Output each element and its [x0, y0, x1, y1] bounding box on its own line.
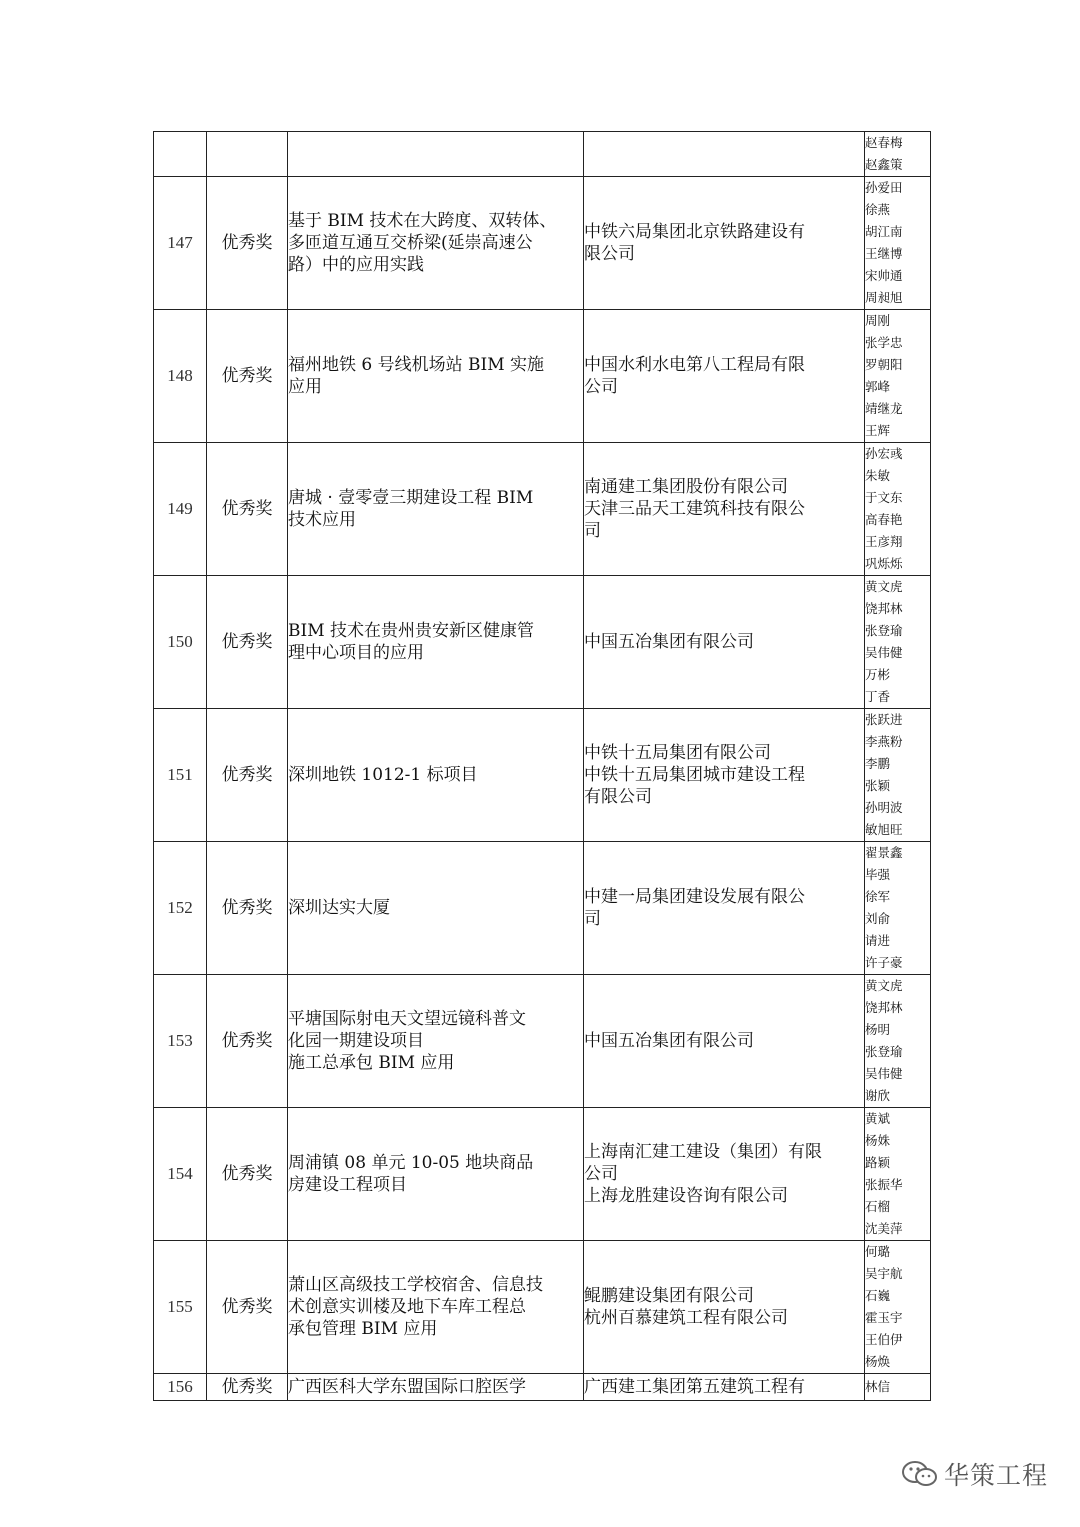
text-line: 公司 — [584, 1164, 618, 1184]
project-title — [288, 132, 584, 177]
text-line: 理中心项目的应用 — [288, 643, 424, 663]
row-number: 152 — [154, 842, 207, 975]
member-name: 罗朝阳 — [865, 357, 903, 372]
row-number: 149 — [154, 443, 207, 576]
text-line: 化园一期建设项目 — [288, 1031, 424, 1051]
table-row — [154, 576, 931, 709]
member-name: 孙明波 — [865, 800, 903, 815]
text-line: 限公司 — [584, 244, 635, 264]
award-level: 优秀奖 — [207, 1241, 288, 1374]
row-number: 147 — [154, 177, 207, 310]
member-name: 宋帅通 — [865, 268, 903, 283]
table-row — [154, 1241, 931, 1374]
text-line: 中国五冶集团有限公司 — [584, 1031, 754, 1051]
row-number: 150 — [154, 576, 207, 709]
members — [865, 132, 931, 177]
text-line: 上海龙胜建设咨询有限公司 — [584, 1186, 788, 1206]
member-name: 周昶旭 — [865, 290, 903, 305]
text-line: 上海南汇建工建设（集团）有限 — [584, 1142, 822, 1162]
row-number — [154, 132, 207, 177]
member-name: 张登瑜 — [865, 1044, 903, 1059]
text-line: 基于 BIM 技术在大跨度、双转体、 — [288, 211, 557, 231]
row-number: 153 — [154, 975, 207, 1108]
member-name: 赵鑫策 — [865, 157, 903, 172]
row-number: 155 — [154, 1241, 207, 1374]
organization — [584, 177, 865, 310]
member-name: 石巍 — [865, 1288, 891, 1303]
member-name: 张颖 — [865, 778, 891, 793]
watermark-text: 华策工程 — [944, 1461, 1049, 1490]
member-name: 霍玉宇 — [865, 1310, 903, 1325]
text-line: 广西建工集团第五建筑工程有 — [584, 1377, 805, 1397]
members — [865, 709, 931, 842]
award-level: 优秀奖 — [207, 310, 288, 443]
member-name: 黄文虎 — [865, 579, 903, 594]
member-name: 毕强 — [865, 867, 891, 882]
text-line: 中建一局集团建设发展有限公 — [584, 887, 805, 907]
row-number: 148 — [154, 310, 207, 443]
member-name: 朱敏 — [865, 468, 891, 483]
table-row — [154, 842, 931, 975]
text-line: 房建设工程项目 — [288, 1175, 407, 1195]
project-title — [288, 1108, 584, 1241]
member-name: 翟景鑫 — [865, 845, 903, 860]
award-level — [207, 132, 288, 177]
project-title — [288, 709, 584, 842]
member-name: 黄斌 — [865, 1111, 891, 1126]
member-name: 张跃进 — [865, 712, 903, 727]
project-title — [288, 1374, 584, 1401]
text-line: 周浦镇 08 单元 10-05 地块商品 — [288, 1153, 534, 1173]
award-level: 优秀奖 — [207, 1374, 288, 1401]
awards-table — [153, 131, 931, 1401]
text-line: 萧山区高级技工学校宿舍、信息技 — [288, 1275, 543, 1295]
organization — [584, 709, 865, 842]
member-name: 靖继龙 — [865, 401, 903, 416]
member-name: 孙宏彧 — [865, 446, 903, 461]
member-name: 饶邦林 — [865, 601, 903, 616]
member-name: 杨姝 — [865, 1133, 891, 1148]
project-title — [288, 177, 584, 310]
member-name: 丁香 — [865, 689, 891, 704]
member-name: 王伯伊 — [865, 1332, 903, 1347]
organization — [584, 1108, 865, 1241]
text-line: 有限公司 — [584, 787, 652, 807]
members — [865, 443, 931, 576]
text-line: 杭州百慕建筑工程有限公司 — [584, 1308, 788, 1328]
award-level: 优秀奖 — [207, 975, 288, 1108]
text-line: 福州地铁 6 号线机场站 BIM 实施 — [288, 355, 545, 375]
member-name: 徐燕 — [865, 202, 891, 217]
text-line: 唐城 · 壹零壹三期建设工程 BIM — [288, 488, 534, 508]
project-title — [288, 1241, 584, 1374]
text-line: 中铁六局集团北京铁路建设有 — [584, 222, 805, 242]
project-title — [288, 975, 584, 1108]
members — [865, 177, 931, 310]
text-line: 司 — [584, 909, 601, 929]
member-name: 胡江南 — [865, 224, 903, 239]
text-line: 多匝道互通互交桥梁(延崇高速公 — [288, 233, 533, 253]
members — [865, 842, 931, 975]
text-line: 天津三品天工建筑科技有限公 — [584, 499, 805, 519]
member-name: 周刚 — [865, 313, 891, 328]
member-name: 王辉 — [865, 423, 891, 438]
text-line: 中铁十五局集团城市建设工程 — [584, 765, 805, 785]
organization — [584, 975, 865, 1108]
member-name: 李燕粉 — [865, 734, 903, 749]
text-line: 路）中的应用实践 — [288, 255, 424, 275]
award-level: 优秀奖 — [207, 1108, 288, 1241]
member-name: 王继博 — [865, 246, 903, 261]
member-name: 杨明 — [865, 1022, 891, 1037]
member-name: 路颖 — [865, 1155, 891, 1170]
organization — [584, 1374, 865, 1401]
member-name: 张振华 — [865, 1177, 903, 1192]
award-level: 优秀奖 — [207, 576, 288, 709]
member-name: 赵春梅 — [865, 135, 903, 150]
member-name: 吴伟健 — [865, 645, 903, 660]
members — [865, 576, 931, 709]
members — [865, 1241, 931, 1374]
text-line: 司 — [584, 521, 601, 541]
member-name: 张登瑜 — [865, 623, 903, 638]
member-name: 王彦翔 — [865, 534, 903, 549]
table-row — [154, 177, 931, 310]
text-line: 中国五冶集团有限公司 — [584, 632, 754, 652]
organization — [584, 576, 865, 709]
member-name: 徐军 — [865, 889, 891, 904]
member-name: 请进 — [865, 933, 891, 948]
text-line: 中国水利水电第八工程局有限 — [584, 355, 805, 375]
organization — [584, 132, 865, 177]
text-line: 鲲鹏建设集团有限公司 — [584, 1286, 754, 1306]
project-title — [288, 310, 584, 443]
organization — [584, 1241, 865, 1374]
awards-table-body — [154, 132, 931, 1401]
organization — [584, 443, 865, 576]
text-line: 技术应用 — [288, 510, 356, 530]
member-name: 许子豪 — [865, 955, 903, 970]
members — [865, 1108, 931, 1241]
member-name: 沈美萍 — [865, 1221, 903, 1236]
member-name: 李鹏 — [865, 756, 891, 771]
members — [865, 1374, 931, 1401]
text-line: 承包管理 BIM 应用 — [288, 1319, 438, 1339]
member-name: 于文东 — [865, 490, 903, 505]
member-name: 林信 — [865, 1379, 891, 1394]
organization — [584, 842, 865, 975]
text-line: 中铁十五局集团有限公司 — [584, 743, 771, 763]
member-name: 饶邦林 — [865, 1000, 903, 1015]
member-name: 谢欣 — [865, 1088, 891, 1103]
table-row — [154, 132, 931, 177]
member-name: 黄文虎 — [865, 978, 903, 993]
table-row — [154, 1374, 931, 1401]
member-name: 杨焕 — [865, 1354, 891, 1369]
text-line: 施工总承包 BIM 应用 — [288, 1053, 455, 1073]
member-name: 巩烁烁 — [865, 556, 903, 571]
member-name: 孙爱田 — [865, 180, 903, 195]
text-line: BIM 技术在贵州贵安新区健康管 — [288, 621, 535, 641]
award-level: 优秀奖 — [207, 709, 288, 842]
members — [865, 310, 931, 443]
row-number: 156 — [154, 1374, 207, 1401]
text-line: 术创意实训楼及地下车库工程总 — [288, 1297, 526, 1317]
member-name: 何璐 — [865, 1244, 891, 1259]
member-name: 敏旭旺 — [865, 822, 903, 837]
award-level: 优秀奖 — [207, 842, 288, 975]
text-line: 深圳地铁 1012-1 标项目 — [288, 765, 478, 785]
project-title — [288, 443, 584, 576]
row-number: 154 — [154, 1108, 207, 1241]
member-name: 吴伟健 — [865, 1066, 903, 1081]
table-row — [154, 975, 931, 1108]
row-number: 151 — [154, 709, 207, 842]
wechat-icon — [900, 1459, 940, 1489]
member-name: 高春艳 — [865, 512, 903, 527]
text-line: 平塘国际射电天文望远镜科普文 — [288, 1009, 526, 1029]
table-row — [154, 709, 931, 842]
member-name: 万彬 — [865, 667, 891, 682]
watermark — [900, 1456, 1048, 1492]
text-line: 广西医科大学东盟国际口腔医学 — [288, 1377, 526, 1397]
text-line: 深圳达实大厦 — [288, 898, 390, 918]
member-name: 石榴 — [865, 1199, 891, 1214]
text-line: 南通建工集团股份有限公司 — [584, 477, 788, 497]
member-name: 郭峰 — [865, 379, 891, 394]
member-name: 刘俞 — [865, 911, 891, 926]
text-line: 应用 — [288, 377, 322, 397]
members — [865, 975, 931, 1108]
award-level: 优秀奖 — [207, 443, 288, 576]
organization — [584, 310, 865, 443]
member-name: 张学忠 — [865, 335, 903, 350]
table-row — [154, 1108, 931, 1241]
project-title — [288, 576, 584, 709]
table-row — [154, 310, 931, 443]
award-level: 优秀奖 — [207, 177, 288, 310]
member-name: 吴宇航 — [865, 1266, 903, 1281]
text-line: 公司 — [584, 377, 618, 397]
project-title — [288, 842, 584, 975]
table-row — [154, 443, 931, 576]
